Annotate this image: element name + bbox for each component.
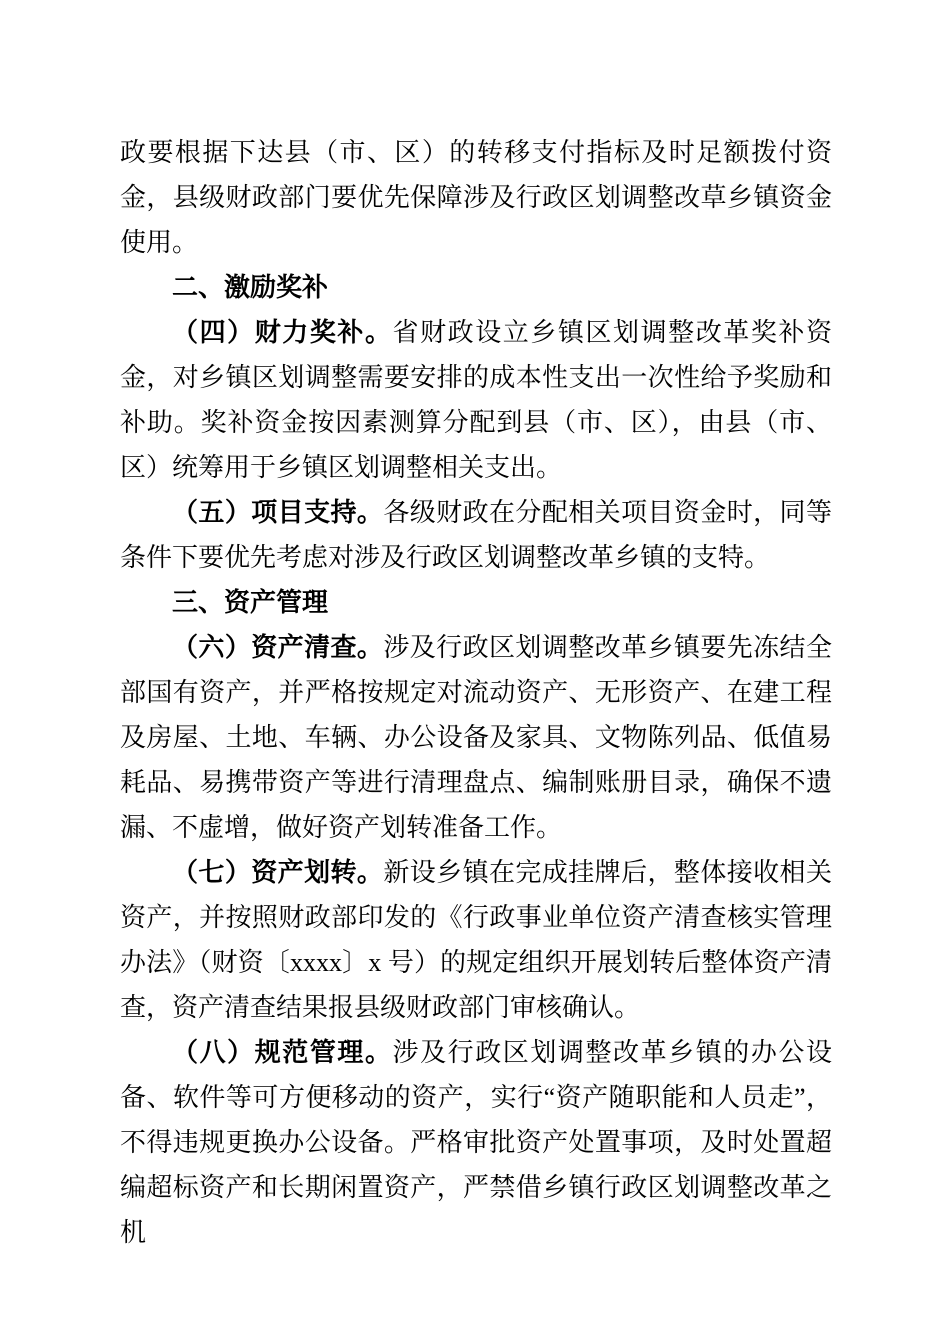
heading-text: 三、资产管理 — [172, 588, 329, 617]
section-heading-asset-management — [120, 580, 832, 625]
paragraph-text: 省财政设立乡镇区划调整改革奖补资金，对乡镇区划调整需要安排的成本性支出一次性给予奖励和补助。奖补资金按因素测算分配到县（市、区），由县（市、区）统筹用于乡镇区划调整相关支出。 — [120, 318, 832, 482]
paragraph-lead: （七）资产划转。 — [172, 858, 384, 887]
paragraph-lead: （八）规范管理。 — [172, 1038, 393, 1067]
paragraph-item-4 — [120, 310, 832, 490]
paragraph-lead: （五）项目支持。 — [172, 498, 384, 527]
paragraph-text: 涉及行政区划调整改革乡镇的办公设备、软件等可方便移动的资产，实行“资产随职能和人员走”，不得违规更换办公设备。严格审批资产处置事项，及时处置超编超标资产和长期闲置资产，严禁借乡镇行政区划调整改革之机 — [120, 1038, 832, 1247]
section-heading-incentives — [120, 265, 832, 310]
paragraph-text: 涉及行政区划调整改革乡镇要先冻结全部国有资产，并严格按规定对流动资产、无形资产、在建工程及房屋、土地、车辆、办公设备及家具、文物陈列品、低值易耗品、易携带资产等进行清理盘点、编制账册目录，确保不遗漏、不虚增，做好资产划转准备工作。 — [120, 633, 832, 842]
paragraph-text: 新设乡镇在完成挂牌后，整体接收相关资产，并按照财政部印发的《行政事业单位资产清查核实管理办法》（财资〔xxxx〕x 号）的规定组织开展划转后整体资产清查，资产清查结果报县级财政部门审核确认。 — [120, 858, 832, 1022]
paragraph-item-5 — [120, 490, 832, 580]
paragraph-item-8 — [120, 1030, 832, 1255]
paragraph-text: 政要根据下达县（市、区）的转移支付指标及时足额拨付资金，县级财政部门要优先保障涉及行政区划调整改草乡镇资金使用。 — [120, 138, 832, 257]
paragraph-item-7 — [120, 850, 832, 1030]
heading-text: 二、激励奖补 — [172, 273, 329, 302]
paragraph-text: 各级财政在分配相关项目资金时，同等条件下要优先考虑对涉及行政区划调整改革乡镇的支特。 — [120, 498, 832, 572]
paragraph-continuation — [120, 130, 832, 265]
paragraph-item-6 — [120, 625, 832, 850]
paragraph-lead: （四）财力奖补。 — [172, 318, 393, 347]
paragraph-lead: （六）资产清查。 — [172, 633, 384, 662]
